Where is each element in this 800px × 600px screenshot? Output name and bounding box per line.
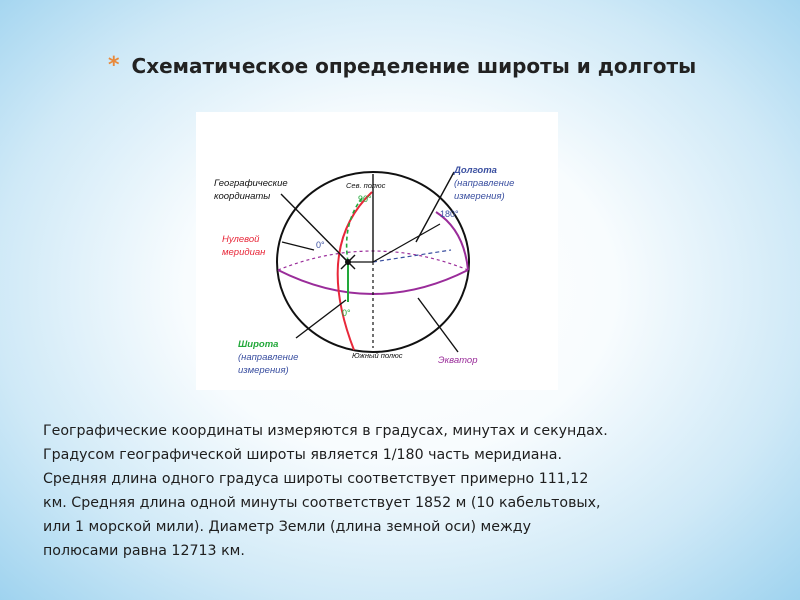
text-line: полюсами равна 12713 км. — [43, 543, 245, 559]
label-longitude-1: Долгота — [454, 165, 497, 176]
label-geo-coords-1: Географические — [214, 178, 288, 189]
slide-title: Схематическое определение широты и долготы — [131, 54, 697, 78]
degree-90: 90° — [358, 194, 372, 204]
text-line: или 1 морской мили). Диаметр Земли (длина земной оси) между — [43, 519, 531, 535]
pointer-latitude — [296, 300, 346, 338]
bullet-icon: * — [108, 53, 120, 78]
body-text — [43, 419, 763, 563]
slide-title-row — [108, 54, 696, 78]
text-line: Средняя длина одного градуса широты соответствует примерно 111,12 — [43, 471, 589, 487]
degree-0-upper: 0° — [316, 240, 325, 250]
text-line: км. Средняя длина одной минуты соответствует 1852 м (10 кабельтовых, — [43, 495, 601, 511]
label-equator: Экватор — [438, 355, 478, 366]
coordinates-diagram — [196, 112, 558, 390]
label-latitude-3: измерения) — [238, 365, 289, 376]
pointer-equator — [418, 298, 458, 352]
text-line: Географические координаты измеряются в градусах, минутах и секундах. — [43, 423, 608, 439]
globe-svg — [196, 112, 558, 390]
label-prime-meridian-2: меридиан — [222, 247, 266, 258]
label-latitude-1: Широта — [238, 339, 279, 350]
label-north-pole: Сев. полюс — [346, 181, 386, 190]
longitude-arc — [436, 212, 468, 270]
text-line: Градусом географической широты является 1/180 часть меридиана. — [43, 447, 562, 463]
label-longitude-3: измерения) — [454, 191, 505, 202]
prime-meridian-line — [338, 192, 372, 350]
label-latitude-2: (направление — [238, 352, 299, 363]
radius-longitude — [373, 224, 440, 262]
degree-0-lower: 0° — [342, 308, 351, 318]
label-prime-meridian-1: Нулевой — [222, 234, 260, 245]
pointer-prime-meridian — [282, 242, 314, 250]
label-longitude-2: (направление — [454, 178, 515, 189]
label-south-pole: Южный полюс — [352, 351, 403, 360]
label-geo-coords-2: координаты — [214, 191, 271, 202]
degree-180: 180° — [440, 209, 459, 219]
